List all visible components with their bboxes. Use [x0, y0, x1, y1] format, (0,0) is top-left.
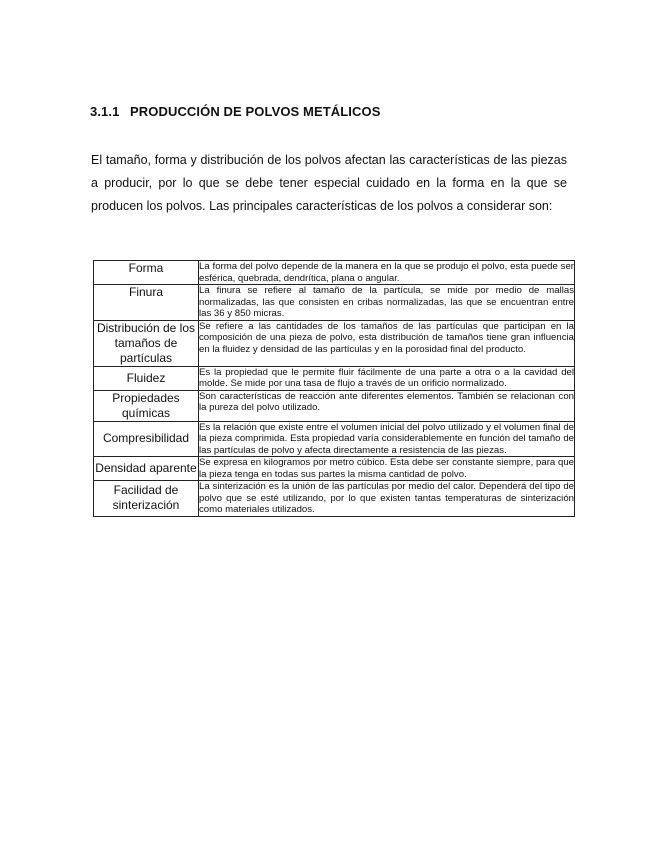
property-name: Densidad aparente: [94, 457, 199, 481]
section-title: PRODUCCIÓN DE POLVOS METÁLICOS: [130, 104, 381, 119]
property-name: Compresibilidad: [94, 421, 199, 457]
property-name: Distribución de los tamaños de partículas: [94, 320, 199, 366]
property-description: La sinterización es la unión de las partículas por medio del calor. Dependerá del tipo de polvo que se esté utilizando, por lo que existen tantas temperaturas de sinterización como materiales utilizados.: [199, 481, 574, 515]
powder-properties-table: [93, 260, 575, 517]
table-row: [94, 261, 575, 285]
section-heading: [90, 104, 381, 119]
property-description: Son características de reacción ante diferentes elementos. También se relacionan con la pureza del polvo utilizado.: [199, 390, 575, 421]
intro-paragraph: El tamaño, forma y distribución de los polvos afectan las características de las piezas a producir, por lo que se debe tener especial cuidado en la forma en la que se producen los polvos. Las principales características de los polvos a considerar son:: [91, 152, 567, 213]
property-description: Se refiere a las cantidades de los tamaños de las partículas que participan en la composición de una pieza de polvo, esta distribución de tamaños tiene gran influencia en la fluidez y densidad de las partículas y en la porosidad final del producto.: [199, 320, 575, 366]
property-name: Propiedades químicas: [94, 390, 199, 421]
property-description: Es la relación que existe entre el volumen inicial del polvo utilizado y el volumen final de la pieza comprimida. Esta propiedad varía considerablemente en función del tamaño de las partículas de polvo y afecta directamente a resistencia de las piezas.: [199, 421, 574, 456]
section-number: 3.1.1: [90, 104, 120, 119]
property-description: Se expresa en kilogramos por metro cúbico. Esta debe ser constante siempre, para que la pieza tenga en todas sus partes la misma cantidad de polvo.: [199, 457, 574, 480]
property-description: Es la propiedad que le permite fluir fácilmente de una parte a otra o a la cavidad del molde. Se mide por una tasa de flujo a través de un orificio normalizado.: [199, 366, 574, 389]
table-row: [94, 481, 575, 517]
property-name: Facilidad de sinterización: [94, 481, 199, 517]
table-row: [94, 320, 575, 366]
table-row: [94, 390, 575, 421]
property-name: Fluidez: [94, 366, 199, 390]
property-name: Finura: [94, 285, 199, 321]
table-row: [94, 285, 575, 321]
table-row: [94, 421, 575, 457]
property-description: La forma del polvo depende de la manera en la que se produjo el polvo, esta puede ser esférica, quebrada, dendrítica, plana o angular.: [199, 261, 574, 284]
table-row: [94, 457, 575, 481]
property-description: La finura se refiere al tamaño de la partícula, se mide por medio de mallas normalizadas, las que consisten en cribas normalizadas, las que se encuentran entre las 36 y 850 micras.: [199, 285, 574, 319]
property-name: Forma: [94, 261, 199, 285]
table-row: [94, 366, 575, 390]
